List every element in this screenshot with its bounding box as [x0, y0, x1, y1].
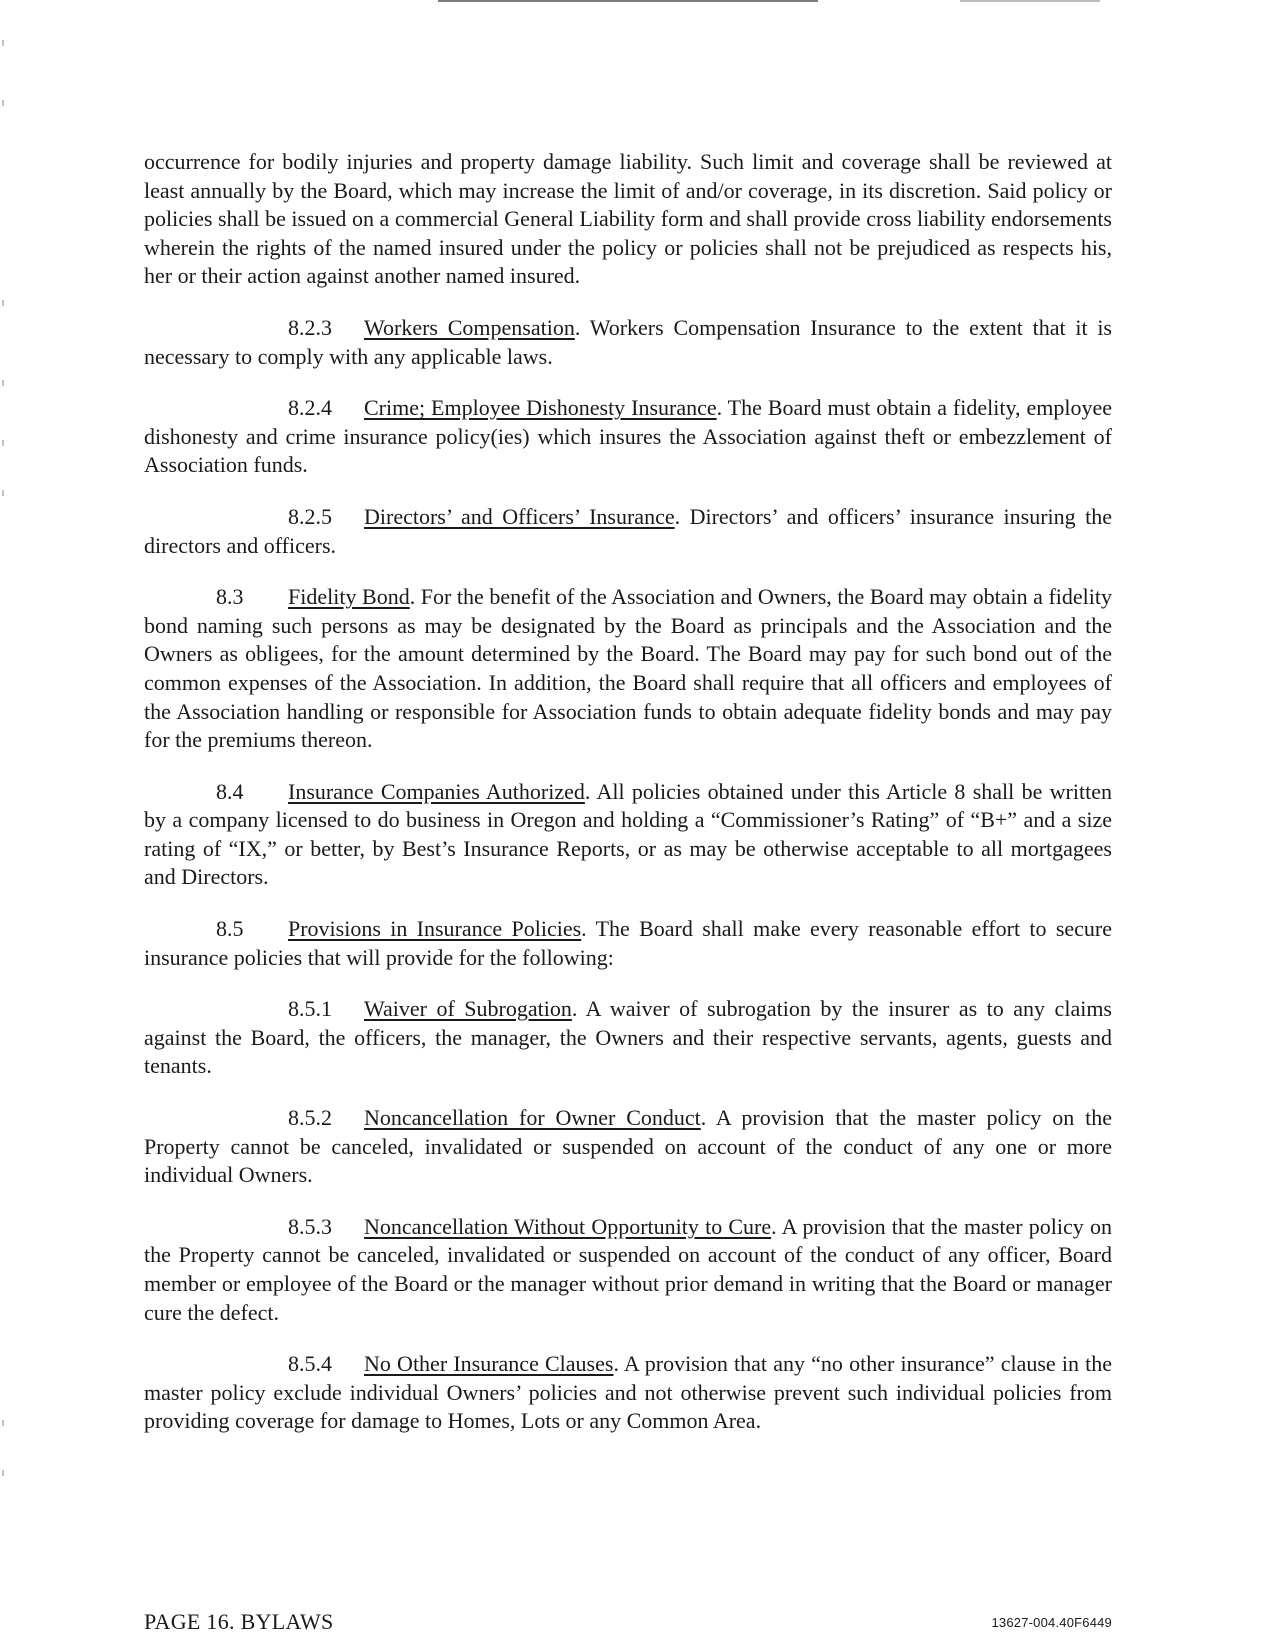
paragraph-text: . Workers Compensation Insurance to the extent that it is necessary to comply with any applicable laws.	[144, 314, 1112, 369]
section-heading: Noncancellation Without Opportunity to Cure	[364, 1213, 772, 1239]
paragraph-8-5-4	[144, 1350, 1112, 1436]
paragraph-8-3	[144, 583, 1112, 755]
document-code: 13627-004.40F6449	[991, 1615, 1112, 1630]
page-footer	[144, 1609, 1112, 1639]
section-number: 8.2.5	[288, 503, 332, 529]
scan-artifact-line-faint	[960, 0, 1100, 2]
section-number: 8.2.3	[288, 314, 332, 340]
section-heading: Insurance Companies Authorized	[288, 778, 585, 804]
section-heading: Noncancellation for Owner Conduct	[364, 1105, 701, 1131]
paragraph-text: . Directors’ and officers’ insurance insuring the directors and officers.	[144, 503, 1113, 558]
section-heading: Workers Compensation	[364, 314, 575, 340]
paragraph-text: . The Board must obtain a fidelity, employee dishonesty and crime insurance policy(ies) which insures the Association against theft or embezzlement of Association funds.	[144, 395, 1112, 478]
section-heading: Waiver of Subrogation	[364, 996, 572, 1022]
scan-artifact-line	[438, 0, 818, 2]
paragraph-text: occurrence for bodily injuries and property damage liability. Such limit and coverage shall be reviewed at least annually by the Board, which may increase the limit of and/or coverage, in its discretion. Said policy or policies shall be issued on a commercial General Liability form and shall provide cross liability endorsements wherein the rights of the named insured under the policy or policies shall not be prejudiced as respects his, her or their action against another named insured.	[144, 149, 1112, 289]
section-number: 8.5	[216, 916, 244, 942]
paragraph-text: . All policies obtained under this Article 8 shall be written by a company licensed to do business in Oregon and holding a “Commissioner’s Rating” of “B+” and a size rating of “IX,” or better, by Best’s Insurance Reports, or as may be otherwise acceptable to all mortgagees and Directors.	[144, 778, 1112, 890]
paragraph-8-5	[144, 915, 1112, 972]
section-number: 8.5.4	[288, 1351, 332, 1377]
paragraph-text: . A provision that the master policy on the Property cannot be canceled, invalidated or suspended on account of the conduct of any officer, Board member or employee of the Board or the manager without prior demand in writing that the Board or manager cure the defect.	[144, 1213, 1112, 1325]
section-number: 8.5.1	[288, 996, 332, 1022]
paragraph-text: . For the benefit of the Association and Owners, the Board may obtain a fidelity bond naming such persons as may be designated by the Board as principals and the Association and the Owners as obligees, for the amount determined by the Board. The Board may pay for such bond out of the common expenses of the Association. In addition, the Board shall require that all officers and employees of the Association handling or responsible for Association funds to obtain adequate fidelity bonds and may pay for the premiums thereon.	[144, 584, 1113, 753]
paragraph-text: . A provision that any “no other insurance” clause in the master policy exclude individual Owners’ policies and not otherwise prevent such individual policies from providing coverage for damage to Homes, Lots or any Common Area.	[144, 1351, 1112, 1434]
paragraph-8-5-3	[144, 1213, 1112, 1327]
scan-margin-ticks	[2, 0, 4, 1648]
page-label: PAGE 16. BYLAWS	[144, 1609, 334, 1634]
paragraph-8-5-1	[144, 995, 1112, 1081]
section-number: 8.5.3	[288, 1213, 332, 1239]
section-heading: No Other Insurance Clauses	[364, 1351, 614, 1377]
section-heading: Provisions in Insurance Policies	[288, 916, 582, 942]
section-number: 8.5.2	[288, 1105, 332, 1131]
paragraph-8-2-3	[144, 314, 1112, 371]
paragraph-8-4	[144, 778, 1112, 892]
section-heading: Fidelity Bond	[288, 584, 410, 610]
paragraph-text: . The Board shall make every reasonable effort to secure insurance policies that will provide for the following:	[144, 916, 1112, 970]
section-heading: Directors’ and Officers’ Insurance	[364, 503, 675, 529]
section-number: 8.4	[216, 778, 244, 804]
paragraph-8-2-4	[144, 394, 1112, 480]
paragraph-text: . A waiver of subrogation by the insurer as to any claims against the Board, the officers, the manager, the Owners and their respective servants, agents, guests and tenants.	[144, 996, 1112, 1079]
section-number: 8.2.4	[288, 395, 332, 421]
paragraph-text: . A provision that the master policy on the Property cannot be canceled, invalidated or suspended on account of the conduct of any one or more individual Owners.	[144, 1105, 1113, 1188]
paragraph-8-2-5	[144, 503, 1112, 560]
section-number: 8.3	[216, 584, 244, 610]
paragraph-8-2-2-continued	[144, 148, 1112, 291]
section-heading: Crime; Employee Dishonesty Insurance	[364, 395, 717, 421]
document-body	[144, 148, 1112, 1459]
paragraph-8-5-2	[144, 1104, 1112, 1190]
